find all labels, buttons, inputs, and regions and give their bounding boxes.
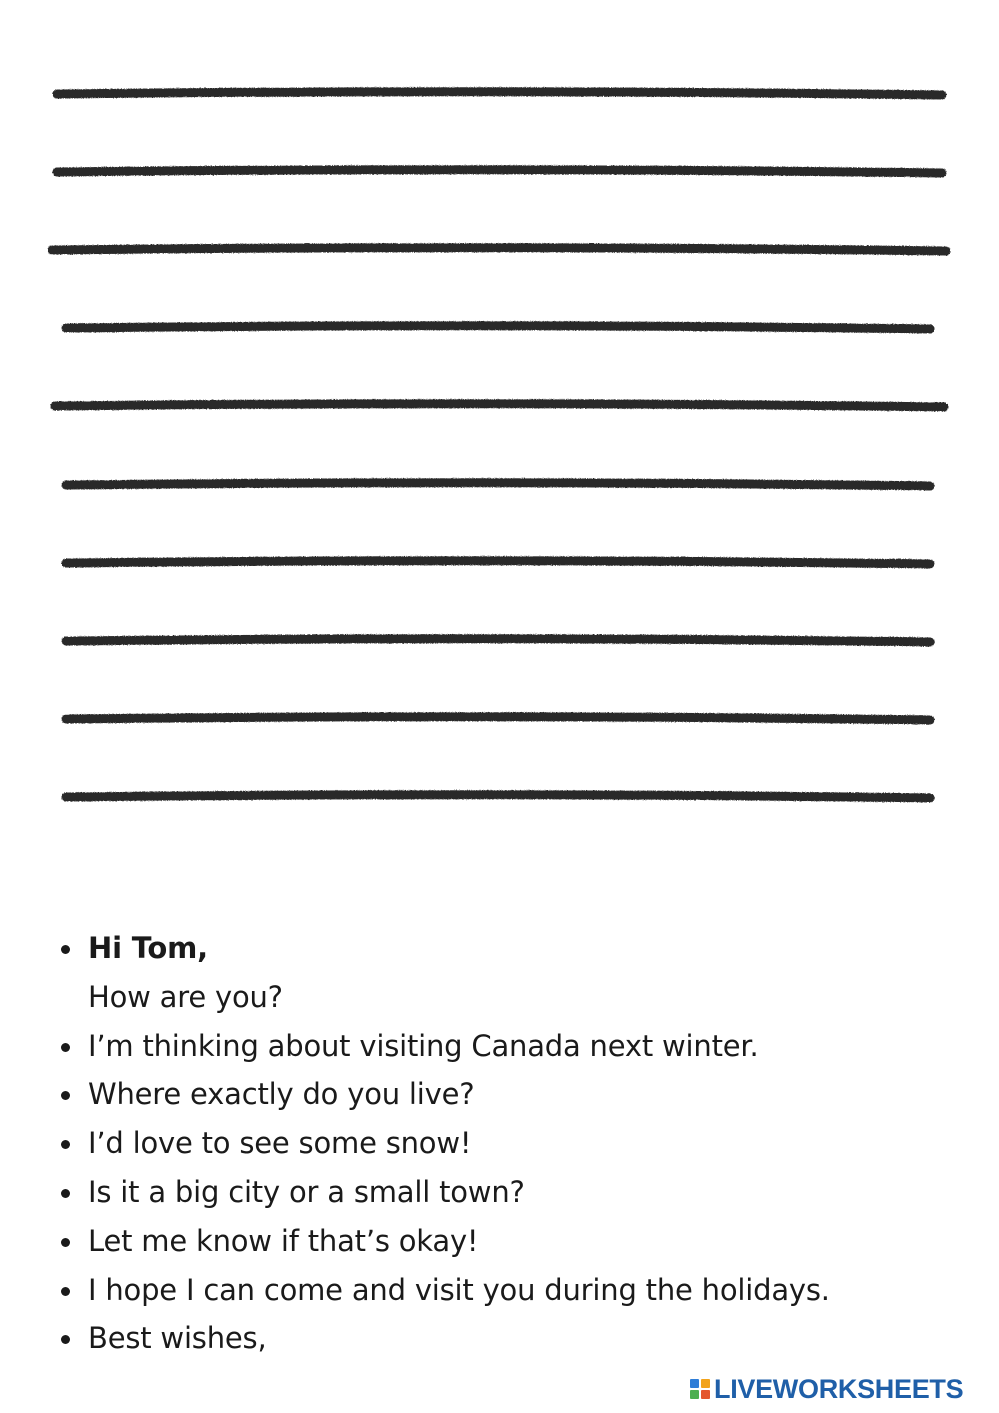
list-item — [0, 1217, 999, 1265]
writing-line — [52, 248, 946, 251]
bullet-icon — [61, 1043, 70, 1052]
liveworksheets-logo — [690, 1372, 963, 1406]
logo-square — [690, 1390, 699, 1399]
writing-line — [66, 326, 930, 329]
list-item-text: Is it a big city or a small town? — [88, 1175, 525, 1209]
writing-line — [66, 717, 930, 720]
list-item-text: Hi Tom, — [88, 931, 208, 965]
writing-line — [57, 170, 942, 173]
liveworksheets-logo-icon — [690, 1379, 710, 1399]
writing-line — [55, 404, 944, 407]
list-item-text: Best wishes, — [88, 1321, 267, 1356]
writing-line — [66, 483, 930, 486]
list-item-text: I hope I can come and visit you during the holidays. — [88, 1272, 830, 1307]
list-item-text: Where exactly do you live? — [88, 1077, 475, 1112]
list-item-text: I’d love to see some snow! — [88, 1126, 472, 1161]
bullet-icon — [61, 1335, 70, 1344]
bullet-icon — [61, 1287, 70, 1296]
writing-line — [57, 92, 942, 95]
list-item — [0, 1266, 999, 1314]
logo-square — [701, 1390, 710, 1399]
list-item — [0, 1314, 999, 1362]
list-item — [0, 1168, 999, 1216]
list-item-text: Let me know if that’s okay! — [88, 1223, 479, 1258]
bullet-icon — [61, 1238, 70, 1247]
writing-line — [66, 795, 930, 798]
bullet-icon — [61, 1189, 70, 1198]
list-item — [0, 973, 999, 1021]
logo-square — [690, 1379, 699, 1388]
list-item — [0, 924, 999, 972]
logo-square — [701, 1379, 710, 1388]
list-item — [0, 1119, 999, 1167]
writing-line — [66, 561, 930, 564]
list-item-text: How are you? — [88, 979, 283, 1014]
bullet-icon — [61, 1140, 70, 1149]
bullet-icon — [61, 945, 70, 954]
list-item — [0, 1070, 999, 1118]
list-item-text: I’m thinking about visiting Canada next winter. — [88, 1028, 759, 1063]
writing-line — [66, 639, 930, 642]
list-item — [0, 1022, 999, 1070]
brand-name: LIVEWORKSHEETS — [714, 1373, 964, 1404]
bullet-icon — [61, 1091, 70, 1100]
